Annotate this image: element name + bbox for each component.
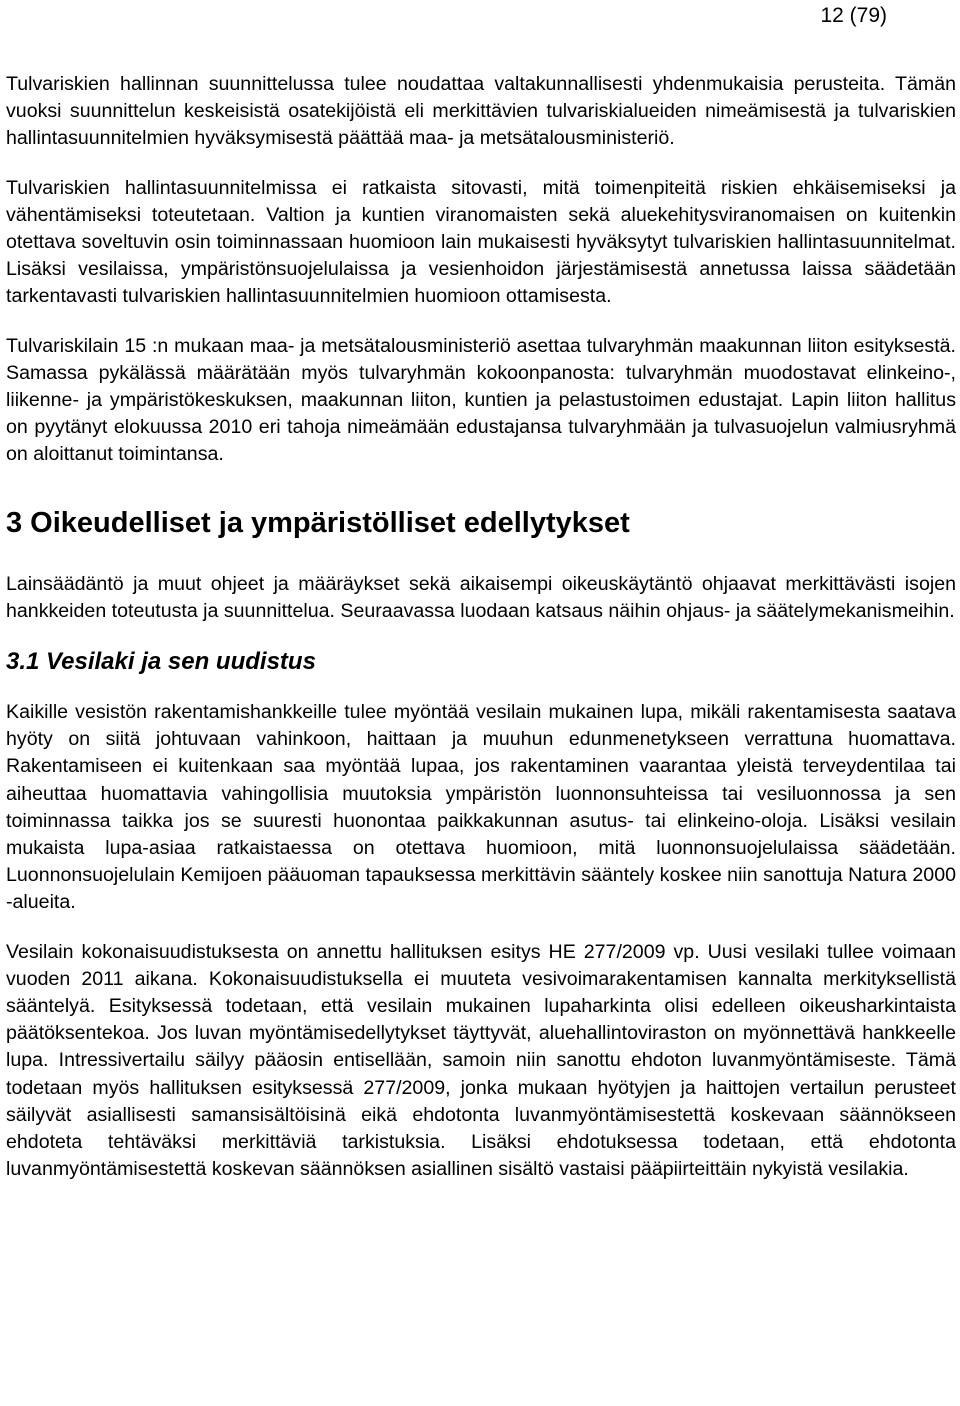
paragraph: Tulvariskilain 15 :n mukaan maa- ja metsätalousministeriö asettaa tulvaryhmän maakunnan liiton esityksestä. Samassa pykälässä määrätään myös tulvaryhmän kokoonpanosta: tulvaryhmän muodostavat elinkeino-, liikenne- ja ympäristökeskuksen, maakunnan liiton, kuntien ja pelastustoimen edustajat. Lapin liiton hallitus on pyytänyt elokuussa 2010 eri tahoja nimeämään edustajansa tulvaryhmään ja tulvasuojelun valmiusryhmä on aloittanut toimintansa. bbox=[6, 334, 956, 466]
document-body bbox=[6, 71, 956, 1206]
section-heading: 3 Oikeudelliset ja ympäristölliset edellytykset bbox=[6, 506, 630, 539]
paragraph: Vesilain kokonaisuudistuksesta on annettu hallituksen esitys HE 277/2009 vp. Uusi vesilaki tullee voimaan vuoden 2011 aikana. Kokonaisuudistuksella ei muuteta vesivoimarakentamisen kannalta merkityksellistä sääntelyä. Esityksessä todetaan, että vesilain mukainen lupaharkinta olisi edelleen oikeusharkintaista päätöksentekoa. Jos luvan myöntämisedellytykset täyttyvät, aluehallintoviraston on myönnettävä hankkeelle lupa. Intressivertailu säilyy pääosin entisellään, samoin niin sanottu ehdoton luvanmyöntämiseste. Tämä todetaan myös hallituksen esityksessä 277/2009, jonka mukaan hyötyjen ja haittojen vertailun perusteet säilyvät asiallisesti samansisältöisinä eikä ehdotonta luvanmyöntämisestettä koskevaan säännökseen ehdoteta tehtäväksi merkittäviä tarkistuksia. Lisäksi ehdotuksessa todetaan, että ehdotonta luvanmyöntämisestettä koskevan säännöksen asiallinen sisältö vastaisi pääpiirteittäin nykyistä vesilakia. bbox=[6, 940, 956, 1181]
paragraph: Lainsäädäntö ja muut ohjeet ja määräykset sekä aikaisempi oikeuskäytäntö ohjaavat merkittävästi isojen hankkeiden toteutusta ja suunnittelua. Seuraavassa luodaan katsaus näihin ohjaus- ja säätelymekanismeihin. bbox=[6, 572, 956, 622]
page-number: 12 (79) bbox=[820, 4, 887, 27]
paragraph: Kaikille vesistön rakentamishankkeille tulee myöntää vesilain mukainen lupa, mikäli rakentamisesta saatava hyöty on siitä johtuvaan vahinkoon, haittaan ja muuhun edunmenetykseen verrattuna huomattava. Rakentamiseen ei kuitenkaan saa myöntää lupaa, jos rakentaminen vaarantaa yleistä terveydentilaa tai aiheuttaa huomattavia vahingollisia muutoksia ympäristön luonnonsuhteissa tai vesiluonnossa ja sen toiminnassa taikka jos se suuresti huonontaa paikkakunnan asutus- tai elinkeino-oloja. Lisäksi vesilain mukaista lupa-asiaa ratkaistaessa on otettava huomioon, mitä luonnonsuojelulaissa säädetään. Luonnonsuojelulain Kemijoen pääuoman tapauksessa merkittävin sääntely koskee niin sanottuja Natura 2000 -alueita. bbox=[6, 701, 956, 914]
paragraph: Tulvariskien hallinnan suunnittelussa tulee noudattaa valtakunnallisesti yhdenmukaisia perusteita. Tämän vuoksi suunnittelun keskeisistä osatekijöistä eli merkittävien tulvariskialueiden nimeämisestä ja tulvariskien hallintasuunnitelmien hyväksymisestä päättää maa- ja metsätalousministeriö. bbox=[6, 73, 956, 150]
subsection-heading: 3.1 Vesilaki ja sen uudistus bbox=[6, 648, 316, 676]
paragraph: Tulvariskien hallintasuunnitelmissa ei ratkaista sitovasti, mitä toimenpiteitä riskien ehkäisemiseksi ja vähentämiseksi toteutetaan. Valtion ja kuntien viranomaisten sekä aluekehitysviranomaisen on kuitenkin otettava soveltuvin osin toiminnassaan huomioon lain mukaisesti hyväksytyt tulvariskien hallintasuunnitelmat. Lisäksi vesilaissa, ympäristönsuojelulaissa ja vesienhoidon järjestämisestä annetussa laissa säädetään tarkentavasti tulvariskien hallintasuunnitelmien huomioon ottamisesta. bbox=[6, 176, 956, 308]
